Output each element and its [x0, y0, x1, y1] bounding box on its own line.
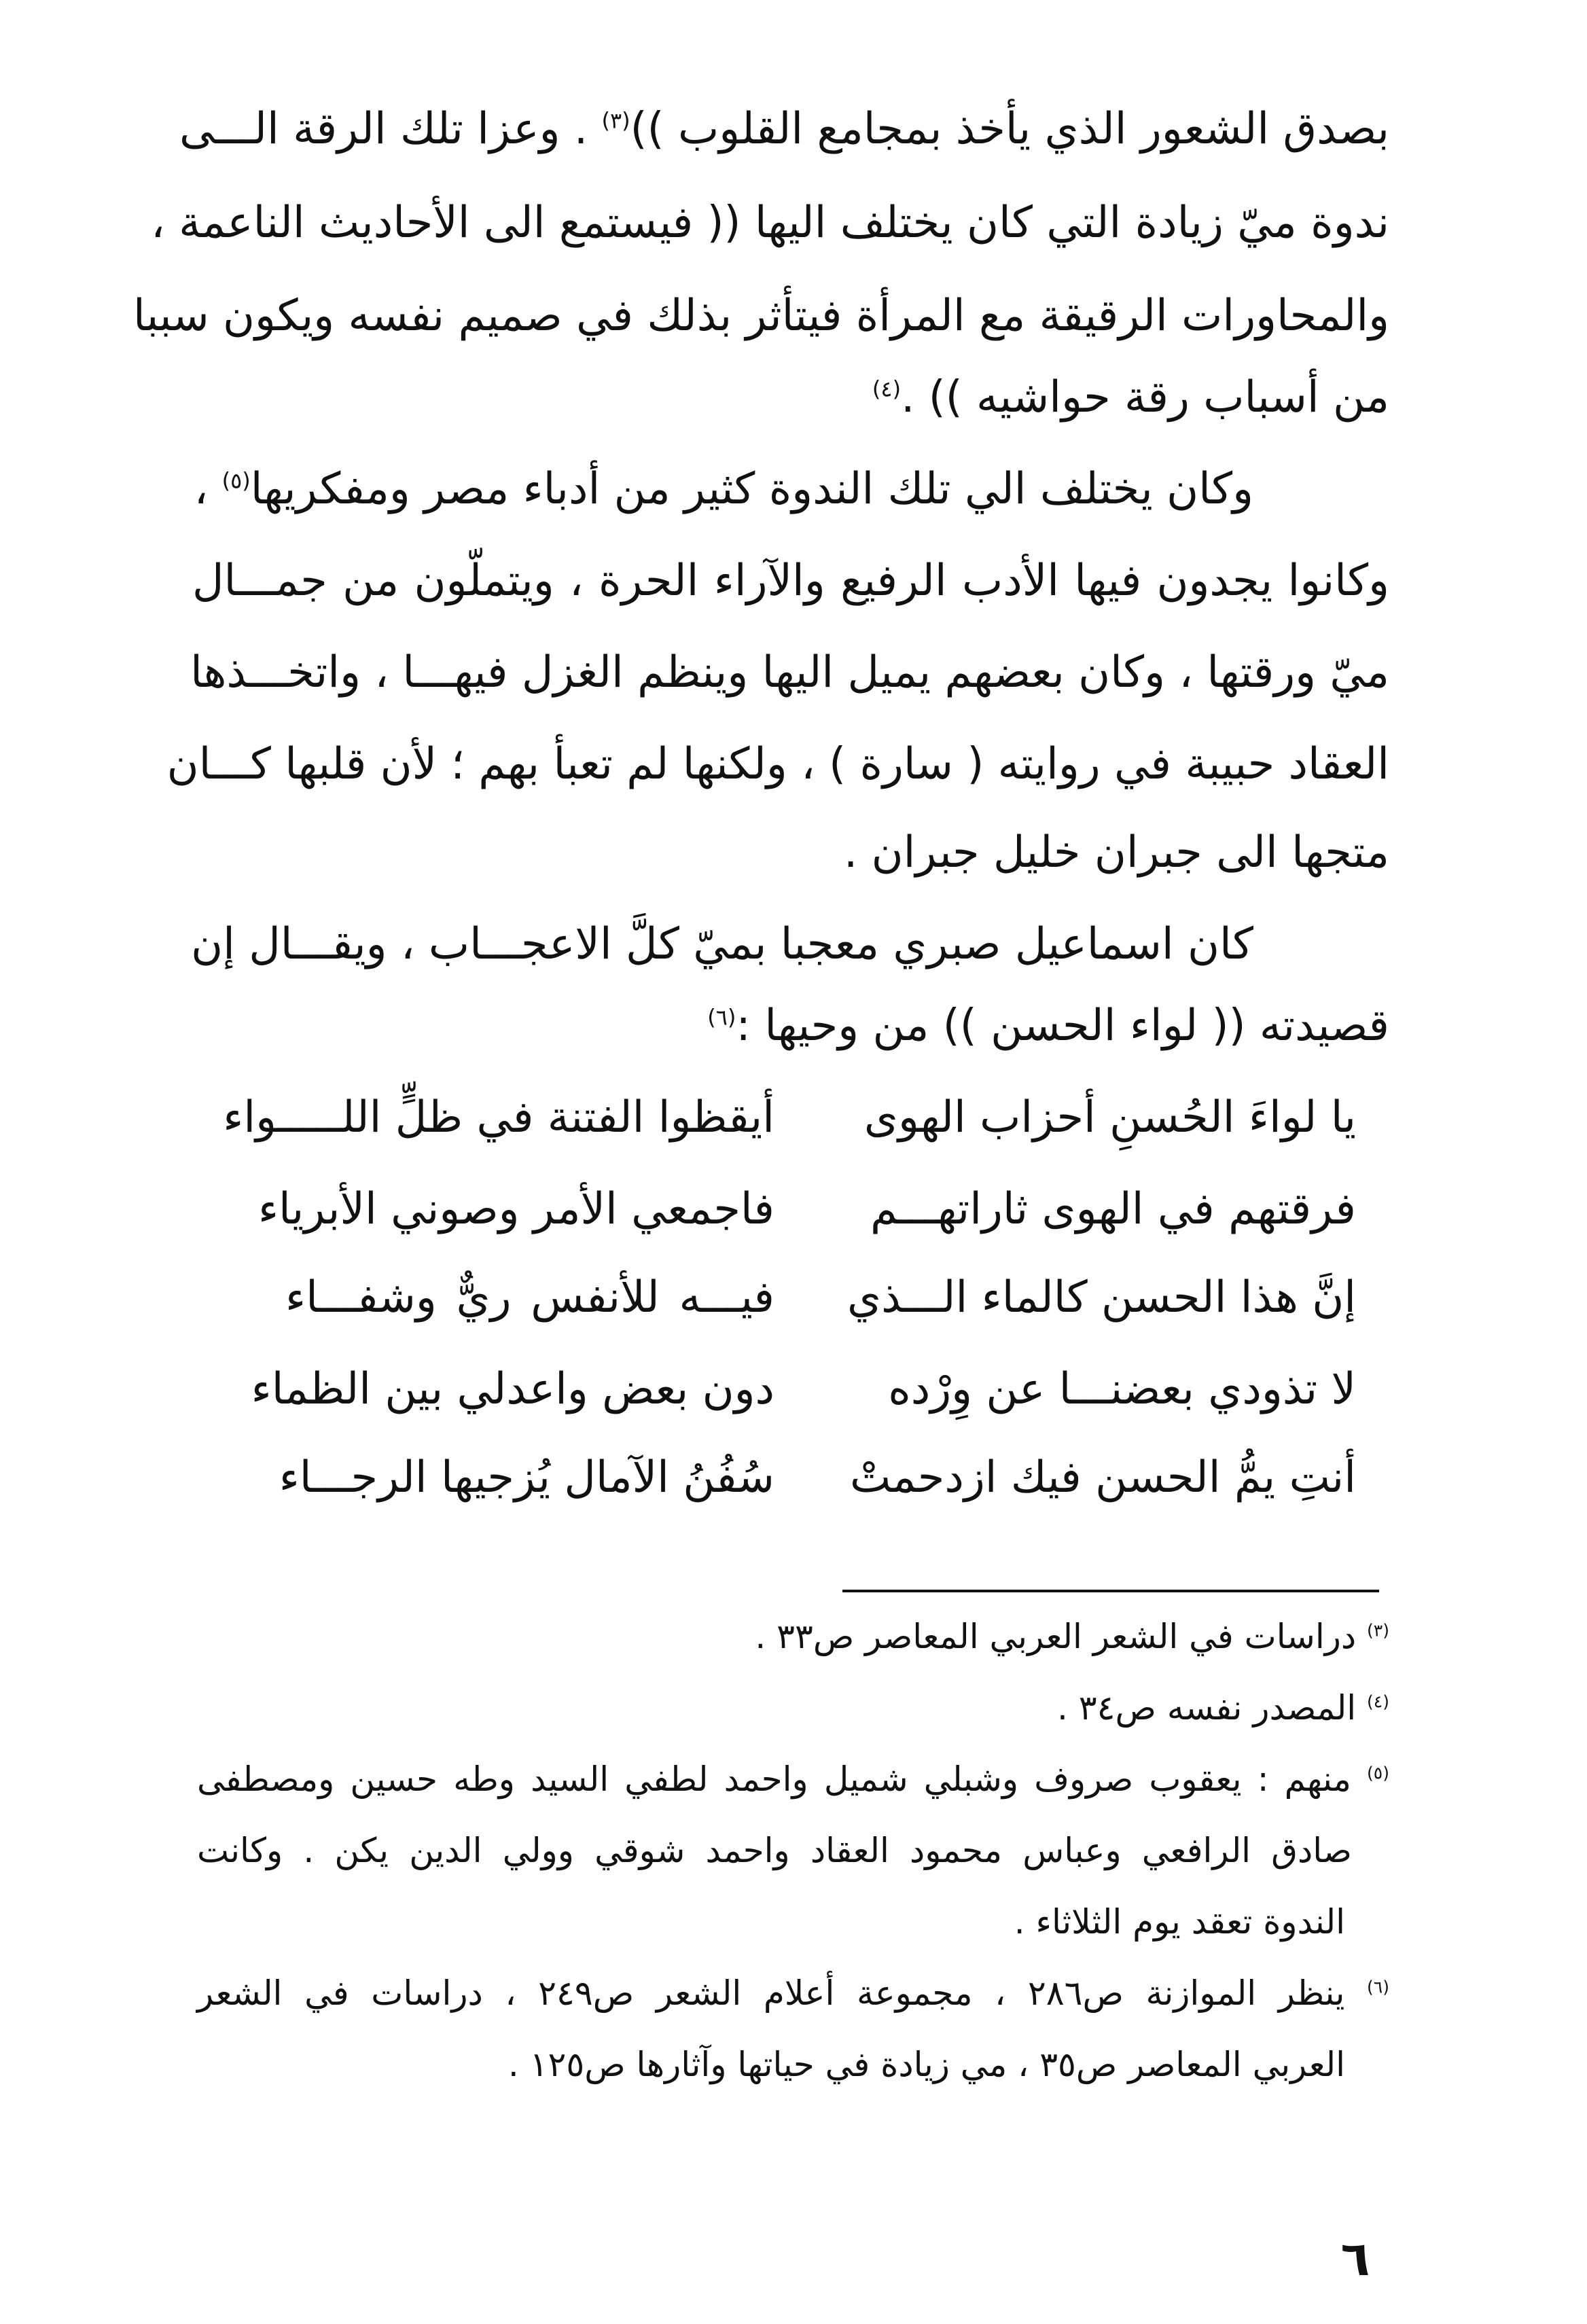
footnote-5-line-2: صادق الرافعي وعباس محمود العقاد واحمد شوقي وولي الدين يكن . وكانت [197, 1831, 1352, 1870]
footnote-ref-5[interactable]: (٥) [221, 467, 251, 494]
poem-first-hemistich: فرقتهم في الهوى ثاراتهـــم [870, 1184, 1356, 1234]
footnote-ref-6[interactable]: (٦) [707, 1004, 736, 1031]
footnote-6: $^{(٦)}$ ينظر الموازنة ص٢٨٦ ، مجموعة أعلام الشعر ص٢٤٩ ، دراسات في الشعر [197, 1973, 1389, 2013]
footnote-5-line-3: الندوة تعقد يوم الثلاثاء . [1014, 1902, 1345, 1942]
poem-first-hemistich: يا لواءَ الحُسنِ أحزاب الهوى [863, 1092, 1356, 1143]
poem-first-hemistich: إنَّ هذا الحسن كالماء الـــذي [847, 1272, 1356, 1323]
body-line-5: وكان يختلف الي تلك الندوة كثير من أدباء مصر ومفكريها$^{(٥)}$ ، [194, 464, 1253, 514]
poem-second-hemistich: دون بعض واعدلي بين الظماء [251, 1364, 774, 1414]
poem-first-hemistich: لا تذودي بعضنـــا عن وِرْده [888, 1364, 1356, 1414]
page-number: ٦ [1340, 2231, 1370, 2287]
footnote-5: $^{(٥)}$ منهم : يعقوب صروف وشبلي شميل واحمد لطفي السيد وطه حسين ومصطفى [197, 1759, 1389, 1799]
body-line-4: من أسباب رقة حواشيه )) .$^{(٤)}$ [872, 372, 1389, 423]
body-line-6: وكانوا يجدون فيها الأدب الرفيع والآراء الحرة ، ويتملّون من جمـــال [192, 556, 1389, 606]
poem-second-hemistich: سُفُنُ الآمال يُزجيها الرجـــاء [279, 1452, 774, 1503]
body-line-7: ميّ ورقتها ، وكان بعضهم يميل اليها وينظم الغزل فيهـــا ، واتخـــذها [190, 647, 1389, 698]
body-line-11: قصيدته (( لواء الحسن )) من وحيها :$^{(٦)}$ [707, 1001, 1389, 1051]
footnote-6-line-2: العربي المعاصر ص٣٥ ، مي زيادة في حياتها وآثارها ص١٢٥ . [507, 2045, 1345, 2084]
poem-second-hemistich: أيقظوا الفتنة في ظلٍّ اللـــــواء [223, 1092, 774, 1143]
body-line-8: العقاد حبيبة في روايته ( سارة ) ، ولكنها لم تعبأ بهم ؛ لأن قلبها كـــان [166, 739, 1389, 789]
footnote-ref-3[interactable]: (٣) [601, 107, 630, 134]
poem-second-hemistich: فاجمعي الأمر وصوني الأبرياء [257, 1184, 774, 1234]
footnote-3: $^{(٣)}$ دراسات في الشعر العربي المعاصر ص٣٣ . [755, 1617, 1389, 1656]
footnote-4: $^{(٤)}$ المصدر نفسه ص٣٤ . [1056, 1688, 1389, 1728]
body-line-2: ندوة ميّ زيادة التي كان يختلف اليها (( فيستمع الى الأحاديث الناعمة ، [151, 198, 1389, 248]
poem-first-hemistich: أنتِ يمُّ الحسن فيك ازدحمتْ [849, 1452, 1356, 1503]
body-line-10: كان اسماعيل صبري معجبا بميّ كلَّ الاعجـــاب ، ويقـــال إن [191, 919, 1253, 969]
body-line-3: والمحاورات الرقيقة مع المرأة فيتأثر بذلك في صميم نفسه ويكون سببا [132, 291, 1389, 341]
poem-second-hemistich: فيـــه للأنفس ريٌّ وشفـــاء [285, 1272, 774, 1323]
footnote-ref-4[interactable]: (٤) [872, 376, 902, 402]
footnote-separator [842, 1590, 1379, 1592]
body-line-9: متجها الى جبران خليل جبران . [843, 827, 1389, 878]
body-line-1: بصدق الشعور الذي يأخذ بمجامع القلوب ))$^{(٣)}$ . وعزا تلك الرقة الـــى [179, 104, 1389, 154]
